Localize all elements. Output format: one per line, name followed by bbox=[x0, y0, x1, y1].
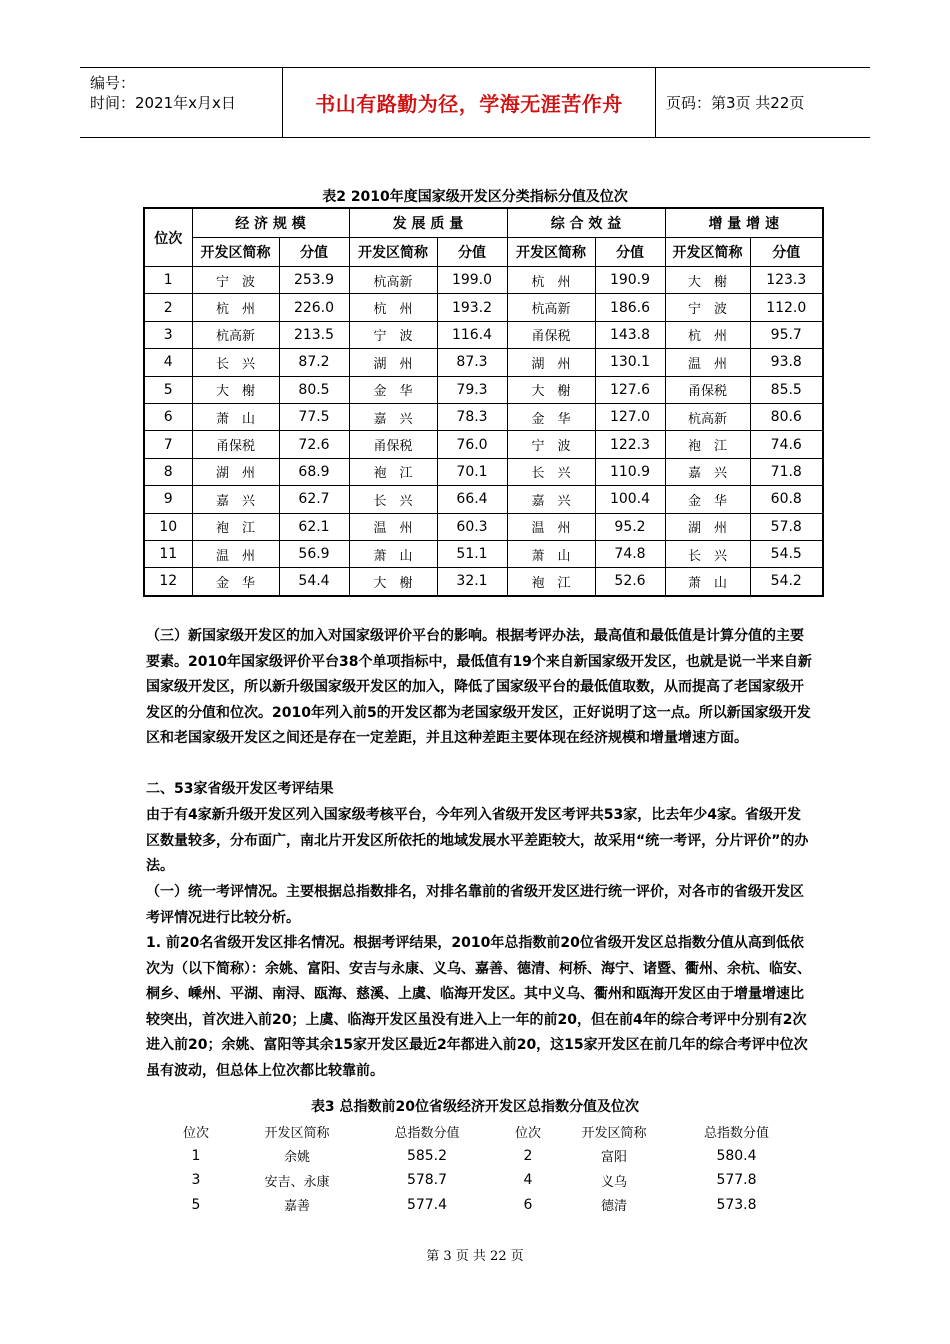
table2-score-cell: 199.0 bbox=[437, 267, 507, 294]
table2-zone-name-cell: 杭高新 bbox=[349, 267, 437, 294]
table2-score-cell: 100.4 bbox=[595, 486, 665, 513]
table2-score-cell: 60.3 bbox=[437, 513, 507, 540]
table2-rank-cell: 2 bbox=[144, 294, 192, 321]
table2-rank-cell: 12 bbox=[144, 568, 192, 596]
table2-score-cell: 66.4 bbox=[437, 486, 507, 513]
table2-zone-name-cell: 萧 山 bbox=[349, 540, 437, 567]
table2-zone-name-cell: 温 州 bbox=[349, 513, 437, 540]
table2-score-cell: 72.6 bbox=[279, 431, 349, 458]
table3-caption: 表3 总指数前20位省级经济开发区总指数分值及位次 bbox=[310, 1099, 640, 1115]
page-info: 页码：第3页 共22页 bbox=[666, 94, 805, 112]
table2-zone-name-cell: 宁 波 bbox=[192, 267, 279, 294]
table2-score-cell: 127.0 bbox=[595, 403, 665, 430]
table2-row bbox=[144, 321, 823, 348]
table2-score-cell: 93.8 bbox=[750, 349, 823, 376]
table3-zone-name-cell: 嘉善 bbox=[283, 1199, 310, 1215]
motto: 书山有路勤为径，学海无涯苦作舟 bbox=[315, 92, 623, 116]
table2-zone-name-cell: 袍 江 bbox=[349, 458, 437, 485]
table2-score-cell: 54.2 bbox=[750, 568, 823, 596]
table2-score-cell: 68.9 bbox=[279, 458, 349, 485]
table2-subheader: 开发区简称 bbox=[507, 238, 595, 267]
table2-subheader: 开发区简称 bbox=[192, 238, 279, 267]
table3-score-cell: 580.4 bbox=[716, 1147, 757, 1164]
paragraph-overview: 由于有4家新升级开发区列入国家级考核平台，今年列入省级开发区考评共53家，比去年少4家。省级开发区数量较多，分布面广，南北片开发区所依托的地域发展水平差距较大，故采用“统一考评，分片评价”的办法。 bbox=[146, 807, 809, 875]
table2-row bbox=[144, 294, 823, 321]
paragraph-unified-review: （一）统一考评情况。主要根据总指数排名，对排名靠前的省级开发区进行统一评价，对各市的省级开发区考评情况进行比较分析。 bbox=[146, 884, 804, 926]
table2-zone-name-cell: 杭高新 bbox=[507, 294, 595, 321]
table2-zone-name-cell: 袍 江 bbox=[665, 431, 750, 458]
table2-score-cell: 78.3 bbox=[437, 403, 507, 430]
table2-score-cell: 95.2 bbox=[595, 513, 665, 540]
table2-zone-name-cell: 萧 山 bbox=[192, 403, 279, 430]
table2-zone-name-cell: 杭 州 bbox=[192, 294, 279, 321]
table2-score-cell: 130.1 bbox=[595, 349, 665, 376]
table2-zone-name-cell: 大 榭 bbox=[507, 376, 595, 403]
table2-score-cell: 60.8 bbox=[750, 486, 823, 513]
header-meta bbox=[80, 68, 283, 137]
table2-zone-name-cell: 宁 波 bbox=[665, 294, 750, 321]
table2-rank-cell: 9 bbox=[144, 486, 192, 513]
table2-zone-name-cell: 金 华 bbox=[665, 486, 750, 513]
table3-rank-cell: 4 bbox=[523, 1172, 533, 1189]
table2 bbox=[143, 207, 824, 597]
document-number-label: 编号： bbox=[90, 74, 136, 92]
table3 bbox=[160, 1119, 809, 1217]
table3-score-cell: 573.8 bbox=[716, 1196, 757, 1213]
table2-zone-name-cell: 金 华 bbox=[192, 568, 279, 596]
table3-score-cell: 577.8 bbox=[716, 1172, 757, 1189]
table2-subheader: 开发区简称 bbox=[349, 238, 437, 267]
table2-zone-name-cell: 甬保税 bbox=[192, 431, 279, 458]
table2-zone-name-cell: 嘉 兴 bbox=[665, 458, 750, 485]
paragraph-impact: （三）新国家级开发区的加入对国家级评价平台的影响。根据考评办法，最高值和最低值是计算分值的主要要素。2010年国家级评价平台38个单项指标中，最低值有19个来自新国家级开发区，也就是说一半来自新国家级开发区，所以新升级国家级开发区的加入，降低了国家级平台的最低值取数，从而提高了老国家级开发区的分值和位次。2010年列入前5的开发区都为老国家级开发区，正好说明了这一点。所以新国家级开发区和老国家级开发区之间还是存在一定差距，并且这种差距主要体现在经济规模和增量增速方面。 bbox=[146, 628, 812, 747]
table2-zone-name-cell: 湖 州 bbox=[349, 349, 437, 376]
table2-zone-name-cell: 湖 州 bbox=[192, 458, 279, 485]
table3-header: 开发区简称 bbox=[581, 1125, 647, 1141]
section-heading: 二、53家省级开发区考评结果 bbox=[146, 781, 334, 797]
table2-zone-name-cell: 萧 山 bbox=[665, 568, 750, 596]
table2-zone-name-cell: 长 兴 bbox=[665, 540, 750, 567]
page-header bbox=[80, 67, 870, 138]
table2-score-cell: 122.3 bbox=[595, 431, 665, 458]
table2-zone-name-cell: 温 州 bbox=[192, 540, 279, 567]
table3-score-cell: 585.2 bbox=[406, 1147, 448, 1164]
table3-zone-name-cell: 余姚 bbox=[283, 1150, 310, 1166]
table3-header: 位次 bbox=[182, 1125, 209, 1141]
table2-score-cell: 80.6 bbox=[750, 403, 823, 430]
table2-zone-name-cell: 温 州 bbox=[507, 513, 595, 540]
table2-rank-cell: 11 bbox=[144, 540, 192, 567]
table2-row bbox=[144, 431, 823, 458]
header-page-cell bbox=[656, 68, 870, 137]
table2-score-cell: 116.4 bbox=[437, 321, 507, 348]
table2-zone-name-cell: 大 榭 bbox=[349, 568, 437, 596]
paragraph-top20: 1. 前20名省级开发区排名情况。根据考评结果，2010年总指数前20位省级开发区总指数分值从高到低依次为（以下简称）：余姚、富阳、安吉与永康、义乌、嘉善、德清、柯桥、海宁、诸暨、衢州、余杭、临安、桐乡、嵊州、平湖、南浔、瓯海、慈溪、上虞、临海开发区。其中义乌、衢州和瓯海开发区由于增量增速比较突出，首次进入前20；上虞、临海开发区虽没有进入上一年的前20，但在前4年的综合考评中分别有2次进入前20；余姚、富阳等其余15家开发区最近2年都进入前20，这15家开发区在前几年的综合考评中位次虽有波动，但总体上位次都比较靠前。 bbox=[146, 935, 811, 1079]
table2-group-header: 增 量 增 速 bbox=[665, 208, 823, 238]
table2-group-header: 发 展 质 量 bbox=[349, 208, 507, 238]
table2-score-cell: 57.8 bbox=[750, 513, 823, 540]
table3-zone-name-cell: 富阳 bbox=[600, 1150, 627, 1166]
table2-zone-name-cell: 嘉 兴 bbox=[507, 486, 595, 513]
table2-zone-name-cell: 湖 州 bbox=[665, 513, 750, 540]
table2-score-cell: 54.4 bbox=[279, 568, 349, 596]
table3-row bbox=[160, 1144, 809, 1169]
table2-zone-name-cell: 大 榭 bbox=[192, 376, 279, 403]
table2-zone-name-cell: 宁 波 bbox=[507, 431, 595, 458]
table2-rank-cell: 10 bbox=[144, 513, 192, 540]
table2-score-cell: 253.9 bbox=[279, 267, 349, 294]
table2-score-cell: 110.9 bbox=[595, 458, 665, 485]
table2-score-cell: 127.6 bbox=[595, 376, 665, 403]
table2-subheader: 分值 bbox=[279, 238, 349, 267]
table2-rank-cell: 8 bbox=[144, 458, 192, 485]
table3-header: 开发区简称 bbox=[264, 1125, 330, 1141]
table2-score-cell: 112.0 bbox=[750, 294, 823, 321]
table2-score-cell: 71.8 bbox=[750, 458, 823, 485]
table2-zone-name-cell: 杭高新 bbox=[665, 403, 750, 430]
table3-rank-cell: 5 bbox=[191, 1196, 201, 1213]
table2-zone-name-cell: 长 兴 bbox=[349, 486, 437, 513]
table2-zone-name-cell: 甬保税 bbox=[665, 376, 750, 403]
table2-row bbox=[144, 486, 823, 513]
table2-score-cell: 62.1 bbox=[279, 513, 349, 540]
table2-score-cell: 85.5 bbox=[750, 376, 823, 403]
table2-score-cell: 54.5 bbox=[750, 540, 823, 567]
table2-score-cell: 52.6 bbox=[595, 568, 665, 596]
table2-zone-name-cell: 杭 州 bbox=[507, 267, 595, 294]
table2-score-cell: 62.7 bbox=[279, 486, 349, 513]
table2-subheader: 开发区简称 bbox=[665, 238, 750, 267]
table2-zone-name-cell: 金 华 bbox=[349, 376, 437, 403]
table2-subheader: 分值 bbox=[437, 238, 507, 267]
table2-zone-name-cell: 袍 江 bbox=[192, 513, 279, 540]
table2-score-cell: 79.3 bbox=[437, 376, 507, 403]
table2-row bbox=[144, 403, 823, 430]
table2-score-cell: 74.6 bbox=[750, 431, 823, 458]
table2-row bbox=[144, 349, 823, 376]
table2-zone-name-cell: 袍 江 bbox=[507, 568, 595, 596]
table2-score-cell: 56.9 bbox=[279, 540, 349, 567]
table3-header: 总指数分值 bbox=[703, 1125, 769, 1141]
document-date: 时间：2021年x月x日 bbox=[90, 94, 236, 112]
table2-zone-name-cell: 金 华 bbox=[507, 403, 595, 430]
table2-rank-cell: 6 bbox=[144, 403, 192, 430]
table2-row bbox=[144, 267, 823, 294]
table2-score-cell: 70.1 bbox=[437, 458, 507, 485]
table2-rank-cell: 1 bbox=[144, 267, 192, 294]
table3-header: 总指数分值 bbox=[394, 1125, 460, 1141]
table2-subheader: 分值 bbox=[595, 238, 665, 267]
table2-score-cell: 213.5 bbox=[279, 321, 349, 348]
table3-score-cell: 578.7 bbox=[406, 1172, 448, 1189]
table2-score-cell: 186.6 bbox=[595, 294, 665, 321]
table3-rank-cell: 6 bbox=[523, 1196, 533, 1213]
table2-rank-header: 位次 bbox=[144, 208, 192, 267]
page-footer: 第 3 页 共 22 页 bbox=[426, 1249, 524, 1264]
table2-score-cell: 123.3 bbox=[750, 267, 823, 294]
table2-zone-name-cell: 长 兴 bbox=[192, 349, 279, 376]
table2-zone-name-cell: 长 兴 bbox=[507, 458, 595, 485]
table2-row bbox=[144, 540, 823, 567]
table2-group-header: 经 济 规 模 bbox=[192, 208, 349, 238]
table2-zone-name-cell: 杭高新 bbox=[192, 321, 279, 348]
table2-zone-name-cell: 嘉 兴 bbox=[192, 486, 279, 513]
table2-zone-name-cell: 湖 州 bbox=[507, 349, 595, 376]
table2-zone-name-cell: 萧 山 bbox=[507, 540, 595, 567]
header-motto-cell bbox=[283, 68, 656, 137]
table2-zone-name-cell: 大 榭 bbox=[665, 267, 750, 294]
table2-score-cell: 87.3 bbox=[437, 349, 507, 376]
table2-score-cell: 76.0 bbox=[437, 431, 507, 458]
table2-score-cell: 95.7 bbox=[750, 321, 823, 348]
table2-score-cell: 74.8 bbox=[595, 540, 665, 567]
table3-zone-name-cell: 义乌 bbox=[600, 1174, 627, 1190]
table2-rank-cell: 4 bbox=[144, 349, 192, 376]
table2-row bbox=[144, 458, 823, 485]
table2-score-cell: 226.0 bbox=[279, 294, 349, 321]
table2-score-cell: 77.5 bbox=[279, 403, 349, 430]
table3-zone-name-cell: 德清 bbox=[600, 1199, 627, 1215]
table3-score-cell: 577.4 bbox=[406, 1196, 448, 1213]
table2-rank-cell: 3 bbox=[144, 321, 192, 348]
table3-rank-cell: 2 bbox=[523, 1147, 533, 1164]
table2-zone-name-cell: 温 州 bbox=[665, 349, 750, 376]
table2-score-cell: 193.2 bbox=[437, 294, 507, 321]
table2-rank-cell: 5 bbox=[144, 376, 192, 403]
table3-rank-cell: 1 bbox=[191, 1147, 201, 1164]
table3-zone-name-cell: 安吉、永康 bbox=[264, 1174, 330, 1190]
table2-subheader: 分值 bbox=[750, 238, 823, 267]
table2-score-cell: 32.1 bbox=[437, 568, 507, 596]
table2-score-cell: 80.5 bbox=[279, 376, 349, 403]
table2-row bbox=[144, 376, 823, 403]
table2-score-cell: 190.9 bbox=[595, 267, 665, 294]
table2-zone-name-cell: 嘉 兴 bbox=[349, 403, 437, 430]
table2-row bbox=[144, 568, 823, 596]
table2-zone-name-cell: 杭 州 bbox=[349, 294, 437, 321]
table2-score-cell: 143.8 bbox=[595, 321, 665, 348]
table2-caption: 表2 2010年度国家级开发区分类指标分值及位次 bbox=[322, 189, 628, 205]
table3-rank-cell: 3 bbox=[191, 1172, 201, 1189]
table2-group-header: 综 合 效 益 bbox=[507, 208, 665, 238]
table2-score-cell: 87.2 bbox=[279, 349, 349, 376]
table2-score-cell: 51.1 bbox=[437, 540, 507, 567]
table2-zone-name-cell: 杭 州 bbox=[665, 321, 750, 348]
table3-row bbox=[160, 1168, 809, 1193]
table3-header: 位次 bbox=[514, 1125, 541, 1141]
table2-rank-cell: 7 bbox=[144, 431, 192, 458]
table2-zone-name-cell: 甬保税 bbox=[507, 321, 595, 348]
table2-row bbox=[144, 513, 823, 540]
table2-zone-name-cell: 宁 波 bbox=[349, 321, 437, 348]
table2-zone-name-cell: 甬保税 bbox=[349, 431, 437, 458]
table3-row bbox=[160, 1193, 809, 1218]
